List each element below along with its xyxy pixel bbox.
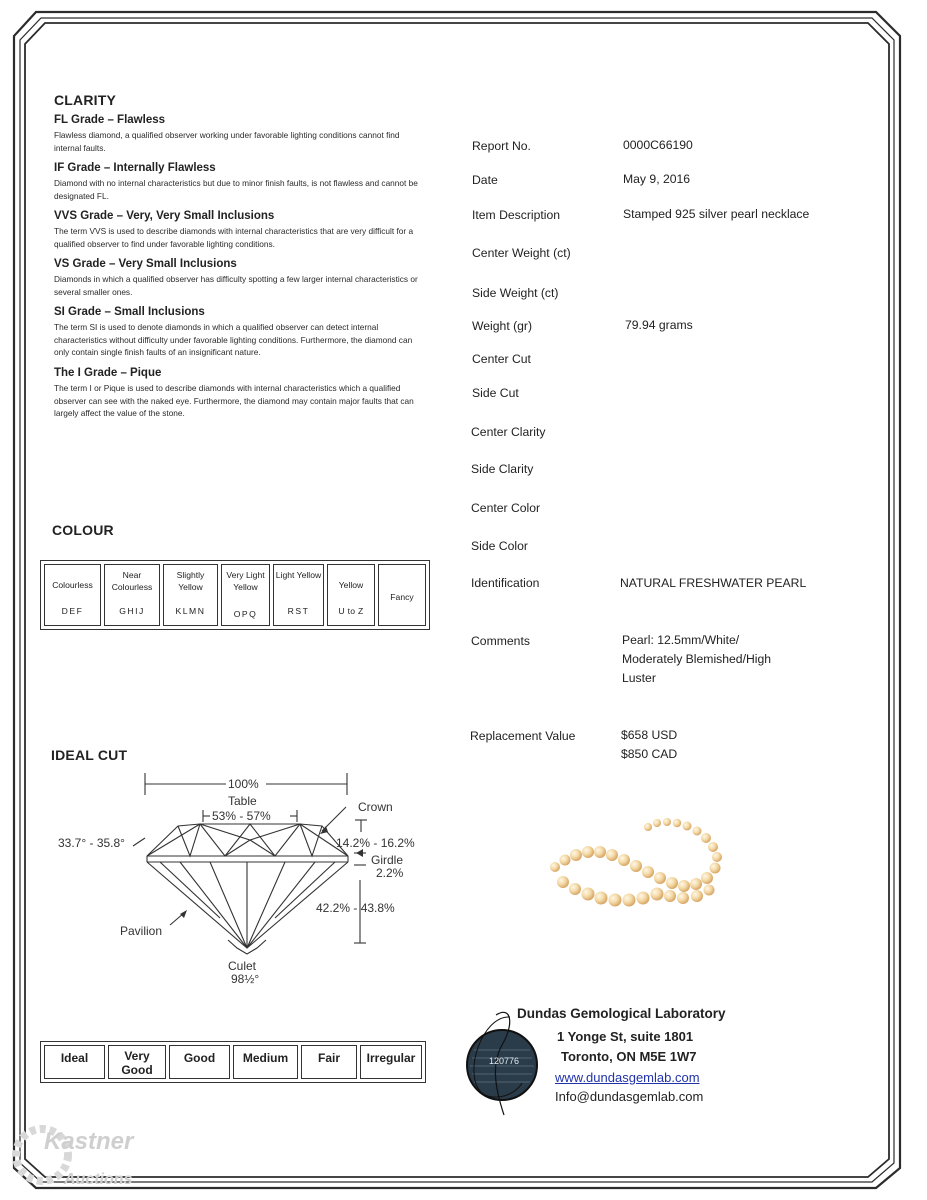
report-label: Replacement Value [470, 729, 576, 743]
culet-value-label: 98½° [231, 972, 260, 986]
colour-cell-label: Fancy [390, 592, 414, 602]
girdle-value-label: 2.2% [376, 866, 404, 880]
cut-grade-cell: Ideal [44, 1045, 105, 1079]
table-range-label: 53% - 57% [212, 809, 271, 823]
colour-cell [221, 564, 270, 626]
pearl-necklace-image [545, 812, 735, 922]
ideal-cut-heading: IDEAL CUT [51, 747, 128, 763]
clarity-grade-vvs [54, 210, 426, 258]
clarity-grade-if [54, 162, 426, 210]
crown-label: Crown [358, 800, 393, 814]
pavilion-label: Pavilion [120, 924, 163, 938]
clarity-grade-i [54, 367, 426, 420]
grade-title: VVS Grade – Very, Very Small Inclusions [54, 210, 275, 222]
lab-address-line1: 1 Yonge St, suite 1801 [557, 1029, 694, 1044]
lab-email: Info@dundasgemlab.com [555, 1089, 704, 1104]
colour-cell-label: Yellow [338, 580, 364, 590]
colour-cell-label: Slightly Yellow [176, 570, 205, 592]
grade-description: The term VVS is used to describe diamonds with internal characteristics that are very difficult for a qualified observer to find under favorable lighting conditions. [54, 226, 414, 249]
grade-title: FL Grade – Flawless [54, 114, 166, 126]
colour-cell-grades: GHIJ [119, 606, 145, 616]
table-label: Table [228, 794, 257, 808]
colour-cell [104, 564, 160, 626]
cut-grade-table [40, 1041, 426, 1083]
report-label: Center Cut [472, 352, 531, 366]
total-width-label: 100% [228, 777, 259, 791]
colour-cell-label: Colourless [52, 580, 93, 590]
report-value: May 9, 2016 [623, 172, 691, 186]
grade-description: The term SI is used to denote diamonds in which a qualified observer can detect internal characteristics without difficulty under favorable lighting conditions. Furthermore, the diamond can only contain single finish faults of an insignificant nature. [54, 322, 413, 357]
report-label: Side Clarity [471, 462, 534, 476]
colour-cell-grades: DEF [61, 606, 84, 616]
grade-title: The I Grade – Pique [54, 367, 162, 379]
clarity-grade-si [54, 306, 426, 367]
clarity-heading: CLARITY [54, 92, 117, 108]
colour-cell-grades: KLMN [175, 606, 206, 616]
crown-angle-label: 33.7° - 35.8° [58, 836, 125, 850]
lab-website-link[interactable]: www.dundasgemlab.com [555, 1070, 700, 1085]
colour-cell [44, 564, 101, 626]
report-value: 0000C66190 [623, 138, 693, 152]
watermark-text1: Kastner [44, 1128, 134, 1155]
colour-cell [163, 564, 218, 626]
girdle-label: Girdle [371, 853, 404, 867]
colour-cell-grades: U to Z [338, 606, 364, 616]
grade-title: VS Grade – Very Small Inclusions [54, 258, 237, 270]
lab-name: Dundas Gemological Laboratory [517, 1006, 726, 1021]
report-label: Date [472, 173, 498, 187]
report-label: Comments [471, 634, 530, 648]
report-label: Side Weight (ct) [472, 286, 559, 300]
grade-description: Diamonds in which a qualified observer has difficulty spotting a few larger internal characteristics or several smaller ones. [54, 274, 418, 297]
colour-cell-label: Near Colourless [111, 570, 153, 592]
watermark-text2: Auctions [64, 1171, 133, 1188]
report-value: 79.94 grams [625, 318, 693, 332]
cut-grade-cell: Irregular [360, 1045, 422, 1079]
culet-label: Culet [228, 959, 257, 973]
report-label: Item Description [472, 208, 561, 222]
colour-heading: COLOUR [52, 522, 114, 538]
pavilion-depth-label: 42.2% - 43.8% [316, 901, 395, 915]
grade-description: Flawless diamond, a qualified observer working under favorable lighting conditions cannot find internal faults. [54, 130, 400, 153]
grade-title: SI Grade – Small Inclusions [54, 306, 205, 318]
clarity-grade-fl [54, 114, 426, 162]
grade-title: IF Grade – Internally Flawless [54, 162, 216, 174]
grade-description: The term I or Pique is used to describe diamonds with internal characteristics which a qualified observer can see with the naked eye. Furthermore, the diamond may contain major faults that can largely affect the value of the stone. [54, 383, 414, 418]
cut-grade-cell: Good [169, 1045, 230, 1079]
report-label: Side Cut [472, 386, 519, 400]
crown-height-label: 14.2% - 16.2% [336, 836, 415, 850]
seal-number: 120776 [488, 1056, 520, 1066]
colour-cell [378, 564, 426, 626]
colour-cell-label: Light Yellow [275, 570, 322, 580]
report-value: $658 USD $850 CAD [621, 728, 678, 761]
colour-cell-grades: RST [287, 606, 310, 616]
colour-cell [273, 564, 324, 626]
report-label: Identification [471, 576, 540, 590]
report-label: Report No. [472, 139, 531, 153]
report-value: Stamped 925 silver pearl necklace [623, 207, 810, 221]
report-label: Center Clarity [471, 425, 546, 439]
colour-cell-grades: OPQ [233, 609, 258, 619]
grade-description: Diamond with no internal characteristics but due to minor finish faults, is not flawless and cannot be designated FL. [54, 178, 418, 201]
colour-cell [327, 564, 375, 626]
cut-grade-cell: Fair [301, 1045, 357, 1079]
colour-scale-table [40, 560, 430, 630]
report-value: NATURAL FRESHWATER PEARL [620, 576, 807, 590]
lab-address-line2: Toronto, ON M5E 1W7 [561, 1049, 697, 1064]
report-label: Weight (gr) [472, 319, 533, 333]
report-label: Center Color [471, 501, 541, 515]
colour-cell-label: Very Light Yellow [226, 570, 265, 592]
clarity-grade-list [54, 114, 426, 420]
report-value: Pearl: 12.5mm/White/ Moderately Blemished/High Luster [622, 633, 772, 685]
report-label: Center Weight (ct) [472, 246, 571, 260]
cut-grade-cell: Very Good [108, 1045, 166, 1079]
clarity-grade-vs [54, 258, 426, 306]
report-label: Side Color [471, 539, 528, 553]
cut-grade-cell: Medium [233, 1045, 298, 1079]
diamond-diagram [50, 768, 430, 993]
